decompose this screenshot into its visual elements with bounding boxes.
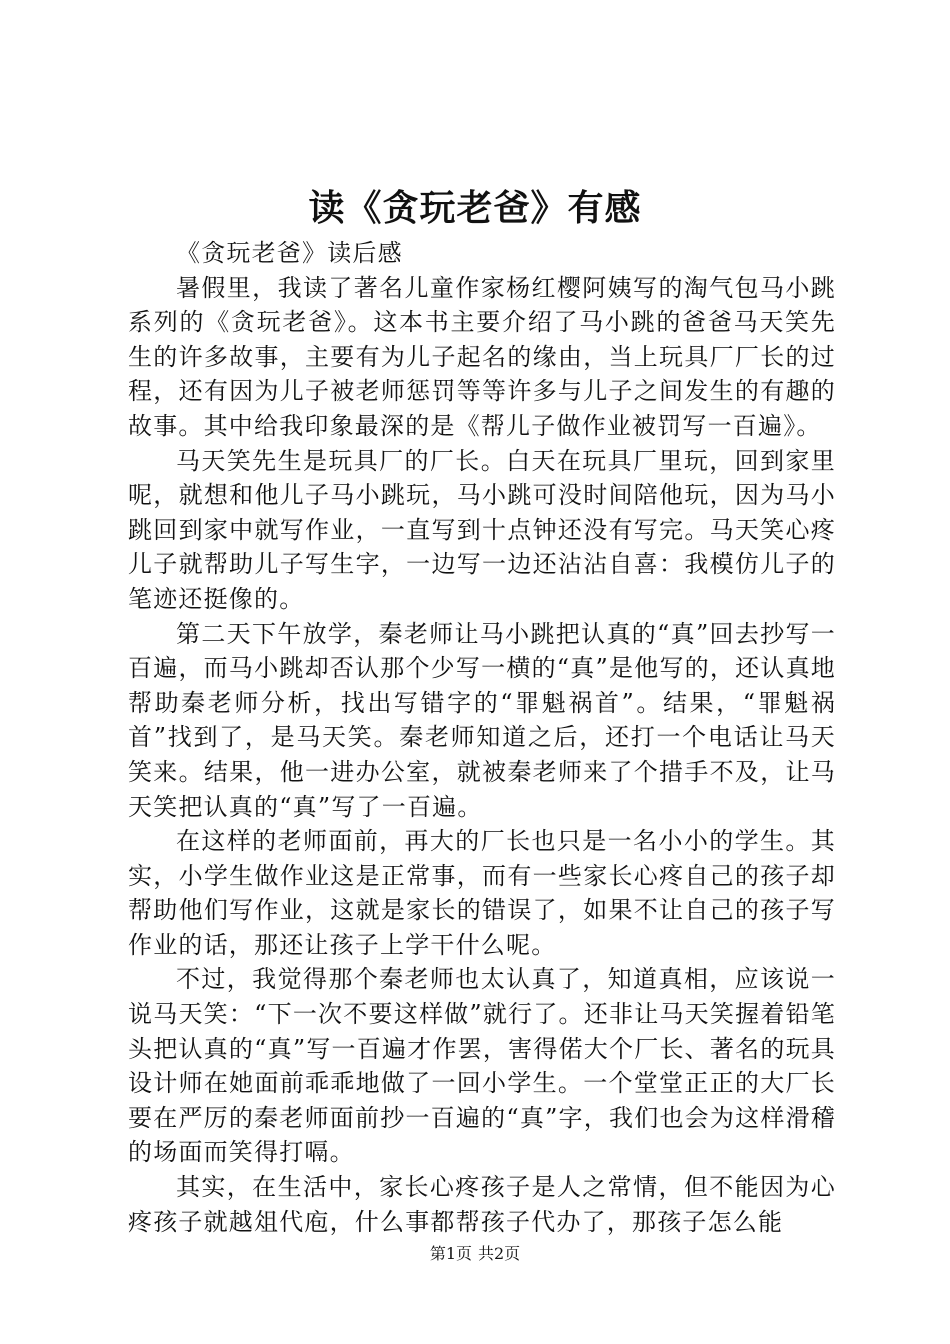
body-paragraph: 马天笑先生是玩具厂的厂长。白天在玩具厂里玩，回到家里呢，就想和他儿子马小跳玩，马小跳可没时间陪他玩，因为马小跳回到家中就写作业，一直写到十点钟还没有写完。马天笑心疼儿子就帮助儿子写生字，一边写一边还沾沾自喜：我模仿儿子的笔迹还挺像的。 bbox=[128, 446, 836, 613]
subtitle-paragraph: 《贪玩老爸》读后感 bbox=[176, 239, 403, 267]
page-footer bbox=[0, 1242, 950, 1266]
body-paragraph: 第二天下午放学，秦老师让马小跳把认真的“真”回去抄写一百遍，而马小跳却否认那个少写一横的“真”是他写的，还认真地帮助秦老师分析，找出写错字的“罪魁祸首”。结果，“罪魁祸首”找到了，是马天笑。秦老师知道之后，还打一个电话让马天笑来。结果，他一进办公室，就被秦老师来了个措手不及，让马天笑把认真的“真”写了一百遍。 bbox=[128, 619, 836, 821]
body-paragraph: 其实，在生活中，家长心疼孩子是人之常情，但不能因为心疼孩子就越俎代庖，什么事都帮孩子代办了，那孩子怎么能 bbox=[128, 1173, 836, 1236]
body-paragraph: 在这样的老师面前，再大的厂长也只是一名小小的学生。其实，小学生做作业这是正常事，而有一些家长心疼自己的孩子却帮助他们写作业，这就是家长的错误了，如果不让自己的孩子写作业的话，那还让孩子上学干什么呢。 bbox=[128, 827, 836, 959]
body-paragraph: 暑假里，我读了著名儿童作家杨红樱阿姨写的淘气包马小跳系列的《贪玩老爸》。这本书主要介绍了马小跳的爸爸马天笑先生的许多故事，主要有为儿子起名的缘由，当上玩具厂厂长的过程，还有因为儿子被老师惩罚等等许多与儿子之间发生的有趣的故事。其中给我印象最深的是《帮儿子做作业被罚写一百遍》。 bbox=[128, 273, 836, 440]
document-title: 读《贪玩老爸》有感 bbox=[308, 187, 642, 229]
page-number: 第1页 bbox=[429, 1244, 472, 1263]
body-paragraph: 不过，我觉得那个秦老师也太认真了，知道真相，应该说一说马天笑：“下一次不要这样做”就行了。还非让马天笑握着铅笔头把认真的“真”写一百遍才作罢，害得偌大个厂长、著名的玩具设计师在她面前乖乖地做了一回小学生。一个堂堂正正的大厂长要在严厉的秦老师面前抄一百遍的“真”字，我们也会为这样滑稽的场面而笑得打嗝。 bbox=[128, 965, 836, 1167]
document-body bbox=[128, 236, 836, 1239]
page-total: 共2页 bbox=[478, 1244, 521, 1263]
